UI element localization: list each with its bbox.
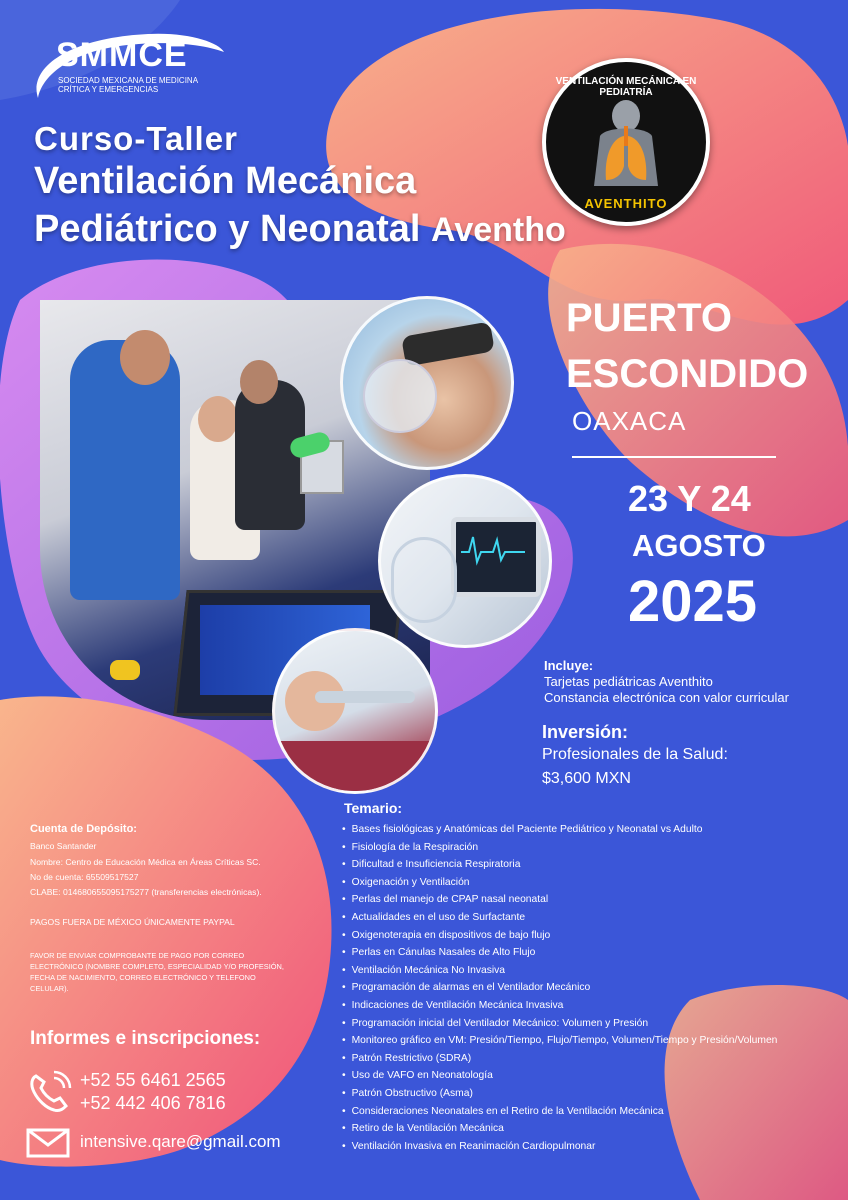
temario-item: • Consideraciones Neonatales en el Retiro de la Ventilación Mecánica <box>342 1103 822 1121</box>
course-title-line1: Ventilación Mecánica <box>34 160 417 202</box>
waveform-icon <box>461 532 525 572</box>
temario-item: • Ventilación Mecánica No Invasiva <box>342 962 822 980</box>
deposit-heading: Cuenta de Depósito: <box>30 823 137 835</box>
event-year: 2025 <box>628 569 758 634</box>
event-month: AGOSTO <box>632 528 766 563</box>
contact-phone[interactable]: +52 55 6461 2565 <box>80 1070 226 1090</box>
event-city-line2: ESCONDIDO <box>566 352 809 396</box>
contact-heading: Informes e inscripciones: <box>30 1028 261 1049</box>
deposit-clabe: CLABE: 014680655095175277 (transferencias electrónicas). <box>30 887 262 897</box>
temario-item: • Dificultad e Insuficiencia Respiratoria <box>342 856 822 874</box>
logo-name: SMMCE <box>56 36 188 74</box>
temario-item: • Bases fisiológicas y Anatómicas del Paciente Pediátrico y Neonatal vs Adulto <box>342 821 822 839</box>
temario-item: • Retiro de la Ventilación Mecánica <box>342 1120 822 1138</box>
badge-arc-text: VENTILACIÓN MECÁNICA EN PEDIATRÍA <box>555 76 697 98</box>
deposit-holder: Nombre: Centro de Educación Médica en Áreas Críticas SC. <box>30 857 261 867</box>
envelope-icon <box>26 1128 70 1158</box>
temario-item: • Uso de VAFO en Neonatología <box>342 1067 822 1085</box>
temario-item: • Patrón Restrictivo (SDRA) <box>342 1050 822 1068</box>
temario-list <box>342 821 822 1155</box>
lungs-icon <box>586 96 666 192</box>
event-city-line1: PUERTO <box>566 296 732 340</box>
temario-item: • Actualidades en el uso de Surfactante <box>342 909 822 927</box>
contact-email[interactable]: intensive.qare@gmail.com <box>80 1132 281 1151</box>
contact-phone[interactable]: +52 442 406 7816 <box>80 1093 226 1113</box>
deposit-bank: Banco Santander <box>30 841 97 851</box>
temario-item: • Monitoreo gráfico en VM: Presión/Tiempo, Flujo/Tiempo, Volumen/Tiempo y Presión/Volumen <box>342 1032 822 1050</box>
investment-price: $3,600 MXN <box>542 770 631 787</box>
badge-brand: AVENTHITO <box>584 196 668 211</box>
investment-heading: Inversión: <box>542 722 629 742</box>
temario-item: • Ventilación Invasiva en Reanimación Cardiopulmonar <box>342 1138 822 1156</box>
event-days: 23 Y 24 <box>628 478 751 519</box>
temario-item: • Perlas del manejo de CPAP nasal neonatal <box>342 891 822 909</box>
divider <box>572 456 776 458</box>
temario-item: • Oxigenación y Ventilación <box>342 874 822 892</box>
photo-child-mask <box>340 296 514 470</box>
course-title-line2-text: Pediátrico y Neonatal <box>34 208 421 250</box>
includes-item: Constancia electrónica con valor curricular <box>544 690 789 705</box>
deposit-account: No de cuenta: 65509517527 <box>30 872 139 882</box>
includes-heading: Incluye: <box>544 658 594 673</box>
temario-heading: Temario: <box>344 800 403 816</box>
deposit-note: FAVOR DE ENVIAR COMPROBANTE DE PAGO POR CORREO ELECTRÓNICO (NOMBRE COMPLETO, ESPECIALIDAD Y/O PROFESIÓN, FECHA DE NACIMIENTO, CORREO ELECTRÓNICO Y TELEFONO CELULAR). <box>30 951 284 993</box>
course-title-line2 <box>34 208 566 251</box>
logo-subtitle: SOCIEDAD MEXICANA DE MEDICINA CRÍTICA Y EMERGENCIAS <box>58 76 198 94</box>
temario-item: • Patrón Obstructivo (Asma) <box>342 1085 822 1103</box>
includes-item: Tarjetas pediátricas Aventhito <box>544 674 713 689</box>
aventhito-badge <box>542 58 710 226</box>
phone-icon <box>26 1070 72 1116</box>
deposit-abroad: PAGOS FUERA DE MÉXICO ÚNICAMENTE PAYPAL <box>30 917 235 927</box>
temario-item: • Indicaciones de Ventilación Mecánica Invasiva <box>342 997 822 1015</box>
temario-item: • Perlas en Cánulas Nasales de Alto Flujo <box>342 944 822 962</box>
temario-item: • Programación de alarmas en el Ventilador Mecánico <box>342 979 822 997</box>
course-title-brand: Aventho <box>431 211 566 249</box>
photo-infant-cpap <box>272 628 438 794</box>
investment-target: Profesionales de la Salud: <box>542 746 728 763</box>
photo-ventilator <box>378 474 552 648</box>
temario-item: • Oxigenoterapia en dispositivos de bajo flujo <box>342 927 822 945</box>
event-state: OAXACA <box>572 406 687 436</box>
course-type: Curso-Taller <box>34 120 238 157</box>
temario-item: • Programación inicial del Ventilador Mecánico: Volumen y Presión <box>342 1015 822 1033</box>
temario-item: • Fisiología de la Respiración <box>342 839 822 857</box>
smmce-logo <box>28 28 228 108</box>
